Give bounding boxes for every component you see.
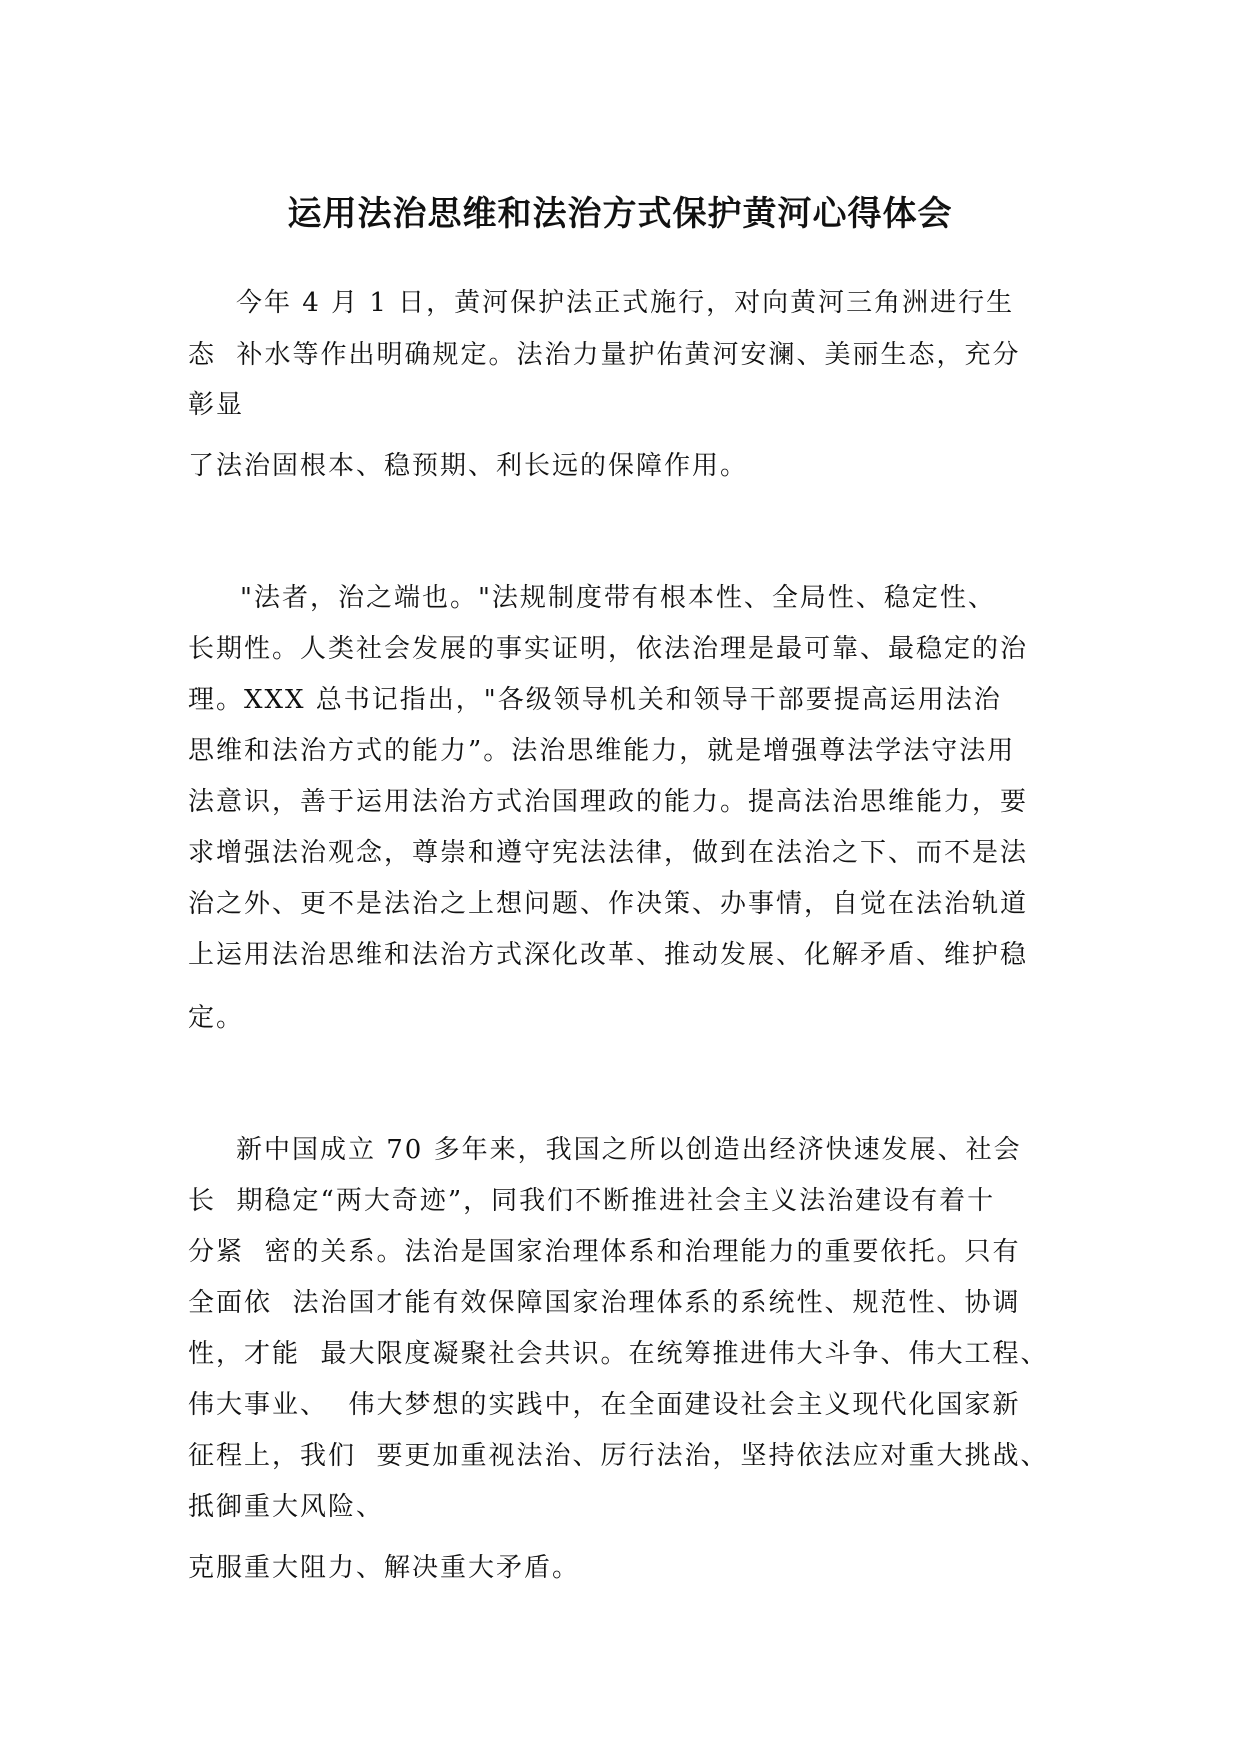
paragraph-2-line-9: 定。 bbox=[188, 1003, 245, 1033]
paragraph-3-line-2: 长 期稳定“两大奇迹”，同我们不断推进社会主义法治建设有着十 bbox=[188, 1186, 996, 1216]
paragraph-3-line-3: 分紧 密的关系。法治是国家治理体系和治理能力的重要依托。只有 bbox=[188, 1237, 1021, 1267]
paragraph-2-line-8: 上运用法治思维和法治方式深化改革、推动发展、化解矛盾、维护稳 bbox=[188, 940, 1029, 970]
paragraph-3-line-6: 伟大事业、 伟大梦想的实践中，在全面建设社会主义现代化国家新 bbox=[188, 1390, 1021, 1420]
paragraph-3-line-4: 全面依 法治国才能有效保障国家治理体系的系统性、规范性、协调 bbox=[188, 1288, 1021, 1318]
paragraph-2-line-5: 法意识，善于运用法治方式治国理政的能力。提高法治思维能力，要 bbox=[188, 787, 1029, 817]
paragraph-1-line-2: 态 补水等作出明确规定。法治力量护佑黄河安澜、美丽生态，充分 bbox=[188, 340, 1021, 370]
paragraph-1-line-4: 了法治固根本、稳预期、利长远的保障作用。 bbox=[188, 451, 749, 481]
paragraph-1-line-3: 彰显 bbox=[188, 390, 245, 420]
paragraph-2-line-6: 求增强法治观念，尊崇和遵守宪法法律，做到在法治之下、而不是法 bbox=[188, 838, 1029, 868]
paragraph-2-line-4: 思维和法治方式的能力”。法治思维能力，就是增强尊法学法守法用 bbox=[188, 736, 1016, 766]
paragraph-3-line-7: 征程上，我们 要更加重视法治、厉行法治，坚持依法应对重大挑战、 bbox=[188, 1441, 1049, 1471]
paragraph-1-line-1: 今年 4 月 1 日，黄河保护法正式施行，对向黄河三角洲进行生 bbox=[236, 288, 1015, 318]
paragraph-2-line-7: 治之外、更不是法治之上想问题、作决策、办事情，自觉在法治轨道 bbox=[188, 889, 1029, 919]
paragraph-3-line-5: 性，才能 最大限度凝聚社会共识。在统筹推进伟大斗争、伟大工程、 bbox=[188, 1339, 1049, 1369]
document-title: 运用法治思维和法治方式保护黄河心得体会 bbox=[287, 194, 953, 234]
paragraph-2-line-2: 长期性。人类社会发展的事实证明，依法治理是最可靠、最稳定的治 bbox=[188, 634, 1029, 664]
paragraph-2-line-1: "法者，治之端也。"法规制度带有根本性、全局性、稳定性、 bbox=[240, 583, 996, 613]
paragraph-3-line-1: 新中国成立 70 多年来，我国之所以创造出经济快速发展、社会 bbox=[236, 1135, 1022, 1165]
paragraph-3-line-8: 抵御重大风险、 bbox=[188, 1492, 385, 1522]
paragraph-3-line-9: 克服重大阻力、解决重大矛盾。 bbox=[188, 1553, 581, 1583]
paragraph-2-line-3: 理。XXX 总书记指出，"各级领导机关和领导干部要提高运用法治 bbox=[188, 685, 1002, 715]
